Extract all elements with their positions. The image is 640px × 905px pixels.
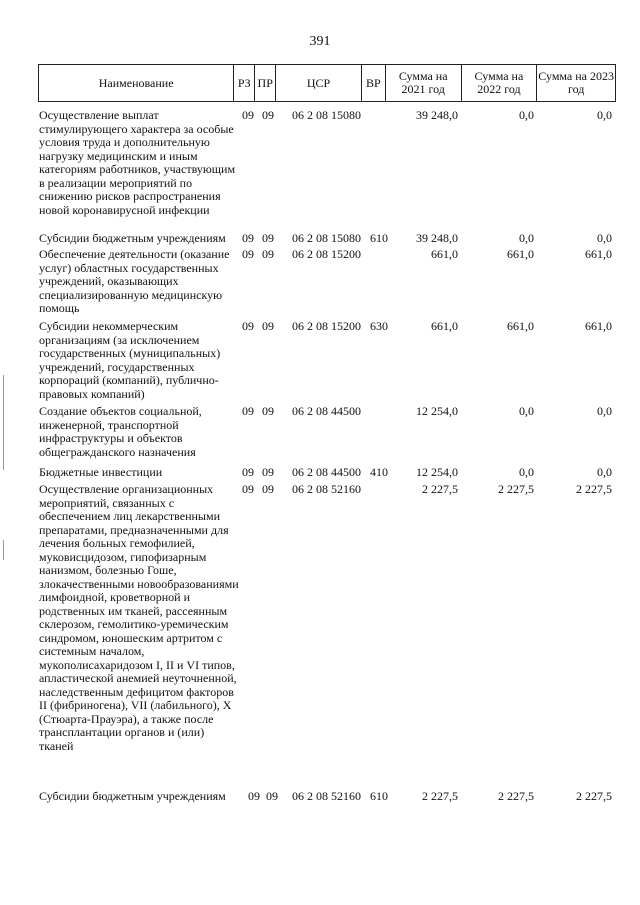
row-csr: 06 2 08 15200 (292, 247, 361, 261)
row-2021: 12 254,0 (416, 404, 458, 418)
table-header (38, 64, 616, 102)
row-2022: 661,0 (507, 319, 534, 333)
row-2023: 2 227,5 (576, 482, 612, 496)
row-rz: 09 (248, 789, 260, 803)
row-csr: 06 2 08 44500 (292, 404, 361, 418)
row-2023: 0,0 (597, 108, 612, 122)
row-name: Обеспечение деятельности (оказание услуг) областных государственных учреждений, оказывающих специализированную медицинскую помощь (39, 247, 230, 315)
row-vr: 610 (370, 789, 388, 803)
row-rz: 09 (242, 482, 254, 496)
row-pr: 09 (262, 404, 274, 418)
row-pr: 09 (262, 465, 274, 479)
row-2023: 661,0 (585, 319, 612, 333)
row-rz: 09 (242, 108, 254, 122)
row-2021: 39 248,0 (416, 231, 458, 245)
row-2021: 2 227,5 (422, 482, 458, 496)
row-vr: 610 (370, 231, 388, 245)
row-2023: 2 227,5 (576, 789, 612, 803)
row-csr: 06 2 08 15080 (292, 231, 361, 245)
header-pr: ПР (255, 65, 276, 101)
row-csr: 06 2 08 52160 (292, 482, 361, 496)
row-rz: 09 (242, 319, 254, 333)
row-2022: 0,0 (519, 465, 534, 479)
header-2023: Сумма на 2023 год (538, 69, 615, 96)
row-2022: 0,0 (519, 231, 534, 245)
header-2022: Сумма на 2022 год (462, 65, 538, 101)
row-name: Создание объектов социальной, инженерной, транспортной инфраструктуры и объектов общегражданского назначения (39, 404, 202, 459)
row-2023: 661,0 (585, 247, 612, 261)
row-name: Субсидии бюджетным учреждениям (39, 231, 226, 245)
row-rz: 09 (242, 247, 254, 261)
row-2022: 2 227,5 (498, 482, 534, 496)
row-pr: 09 (266, 789, 278, 803)
row-2023: 0,0 (597, 231, 612, 245)
row-rz: 09 (242, 231, 254, 245)
scan-edge-mark (3, 540, 4, 560)
row-rz: 09 (242, 404, 254, 418)
row-2023: 0,0 (597, 404, 612, 418)
row-2023: 0,0 (597, 465, 612, 479)
row-2022: 661,0 (507, 247, 534, 261)
row-pr: 09 (262, 482, 274, 496)
row-pr: 09 (262, 231, 274, 245)
row-name: Осуществление организационных мероприятий, связанных с обеспечением лиц лекарственными препаратами, предназначенными для лечения больных гемофилией, муковисцидозом, гипофизарным нанизмом, болезнью Гоше, злокачественными новообразованиями лимфоидной, кроветворной и родственных им тканей, рассеянным склерозом, гемолитико-уремическим синдромом, юношеским артритом с системным началом, мукополисахаридозом I, II и VI типов, апластической анемией неуточненной, наследственным дефицитом факторов II (фибриногена), VII (лабильного), X (Стюарта-Прауэра), а также после трансплантации органов и (или) тканей (39, 482, 239, 753)
row-pr: 09 (262, 247, 274, 261)
row-2022: 0,0 (519, 404, 534, 418)
row-vr: 630 (370, 319, 388, 333)
header-name: Наименование (39, 65, 234, 101)
row-csr: 06 2 08 52160 (292, 789, 361, 803)
row-name: Субсидии некоммерческим организациям (за исключением государственных (муниципальных) учреждений, государственных корпораций (компаний), публично-правовых компаний) (39, 319, 221, 401)
row-vr: 410 (370, 465, 388, 479)
row-2021: 2 227,5 (422, 789, 458, 803)
row-2022: 2 227,5 (498, 789, 534, 803)
row-name: Бюджетные инвестиции (39, 465, 163, 479)
row-rz: 09 (242, 465, 254, 479)
row-csr: 06 2 08 15200 (292, 319, 361, 333)
row-name: Осуществление выплат стимулирующего характера за особые условия труда и дополнительную нагрузку медицинским и иным категориям работников, участвующим в реализации мероприятий по снижению рисков распространения новой коронавирусной инфекции (39, 108, 236, 217)
row-2021: 39 248,0 (416, 108, 458, 122)
header-rz: РЗ (234, 65, 255, 101)
page-number: 391 (309, 34, 331, 49)
scan-edge-mark (3, 375, 4, 470)
header-2021: Сумма на 2021 год (386, 65, 462, 101)
header-csr: ЦСР (276, 65, 362, 101)
row-2022: 0,0 (519, 108, 534, 122)
header-vr: ВР (362, 65, 386, 101)
row-2021: 661,0 (431, 247, 458, 261)
row-csr: 06 2 08 44500 (292, 465, 361, 479)
row-pr: 09 (262, 108, 274, 122)
row-2021: 661,0 (431, 319, 458, 333)
row-csr: 06 2 08 15080 (292, 108, 361, 122)
row-2021: 12 254,0 (416, 465, 458, 479)
row-pr: 09 (262, 319, 274, 333)
row-name: Субсидии бюджетным учреждениям (39, 789, 226, 803)
